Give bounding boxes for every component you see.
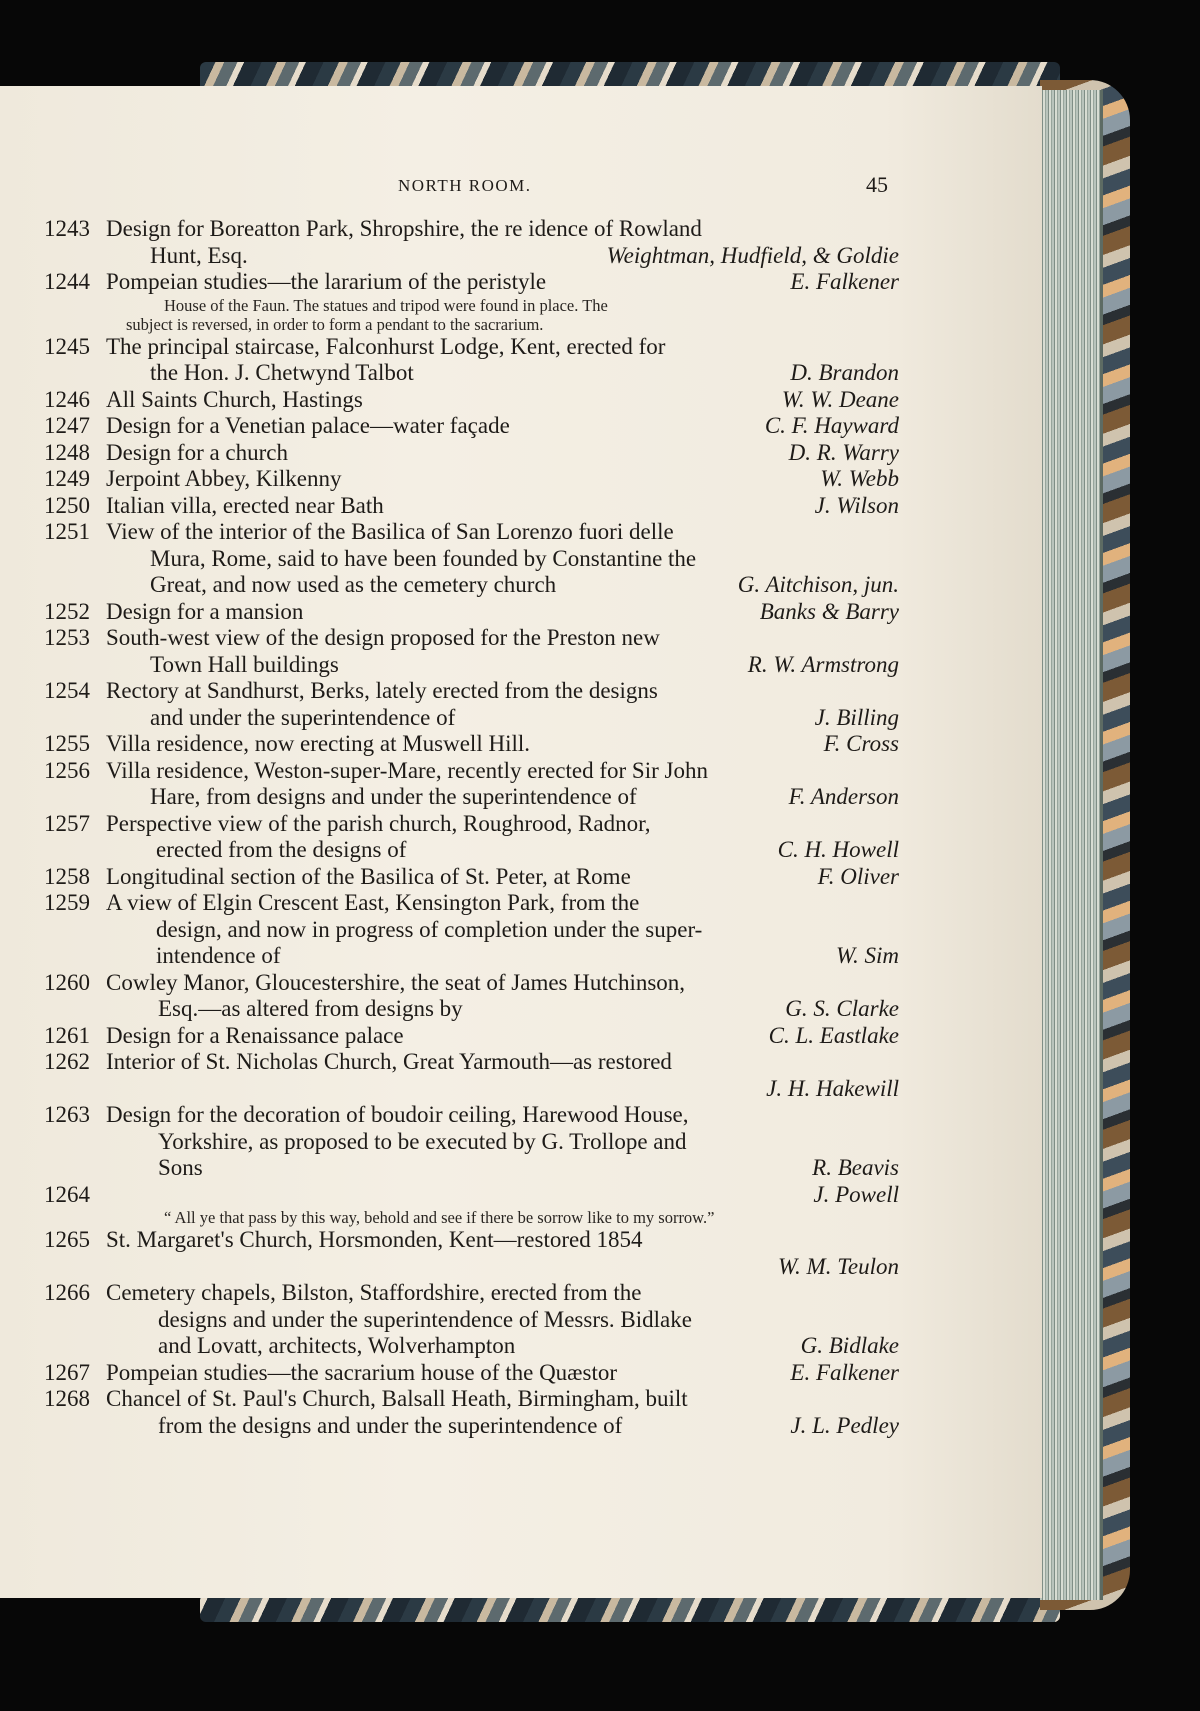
catalogue-entry bbox=[44, 334, 899, 387]
entry-line bbox=[44, 1333, 899, 1360]
entry-text: erected from the designs of bbox=[156, 837, 407, 862]
entry-line bbox=[44, 970, 899, 997]
entry-number: 1260 bbox=[44, 969, 90, 995]
catalogue-entry bbox=[44, 1280, 899, 1360]
entry-line bbox=[44, 1049, 899, 1076]
page-title: NORTH ROOM. bbox=[398, 176, 532, 195]
entry-number: 1261 bbox=[44, 1022, 90, 1048]
entry-text: Hunt, Esq. bbox=[150, 242, 248, 268]
entry-number: 1244 bbox=[44, 269, 90, 294]
entry-line bbox=[44, 1102, 899, 1129]
catalogue-entry bbox=[44, 413, 899, 440]
entry-text: the Hon. J. Chetwynd Talbot bbox=[150, 360, 414, 385]
entry-text: Town Hall buildings bbox=[150, 651, 339, 677]
entry-line bbox=[44, 890, 899, 917]
entry-line bbox=[44, 546, 899, 573]
entry-line bbox=[44, 917, 899, 944]
entry-line bbox=[44, 1227, 899, 1254]
entry-number: 1243 bbox=[44, 216, 90, 241]
page bbox=[0, 86, 1042, 1598]
entry-line bbox=[44, 1386, 899, 1413]
entry-number: 1247 bbox=[44, 413, 90, 438]
catalogue-entry bbox=[44, 625, 899, 678]
catalogue-entry bbox=[44, 864, 899, 891]
entry-number: 1266 bbox=[44, 1280, 90, 1305]
entry-number: 1254 bbox=[44, 678, 90, 703]
artist-name: D. R. Warry bbox=[788, 439, 899, 465]
artist-name: G. Aitchison, jun. bbox=[737, 572, 899, 597]
artist-name: W. W. Deane bbox=[781, 386, 899, 412]
entry-line bbox=[44, 811, 899, 838]
artist-name: R. Beavis bbox=[812, 1155, 899, 1180]
entry-number: 1246 bbox=[44, 386, 90, 412]
catalogue-entry bbox=[44, 1049, 899, 1102]
entry-number: 1253 bbox=[44, 625, 90, 650]
entry-line bbox=[44, 625, 899, 652]
entry-text: Perspective view of the parish church, Roughrood, Radnor, bbox=[106, 810, 651, 836]
artist-name: J. L. Pedley bbox=[790, 1412, 899, 1438]
catalogue-entry bbox=[44, 1360, 899, 1387]
artist-name: Banks & Barry bbox=[759, 598, 899, 624]
artist-name: G. Bidlake bbox=[800, 1333, 899, 1358]
entry-text: Interior of St. Nicholas Church, Great Yarmouth—as restored bbox=[106, 1049, 672, 1074]
artist-name: J. Wilson bbox=[814, 492, 899, 518]
entry-text: Mura, Rome, said to have been founded by Constantine the bbox=[150, 545, 697, 571]
entry-line bbox=[44, 652, 899, 679]
entry-number: 1257 bbox=[44, 810, 90, 836]
entry-text: Cemetery chapels, Bilston, Staffordshire, erected from the bbox=[106, 1280, 642, 1305]
entry-text: Design for a mansion bbox=[106, 598, 304, 624]
entry-number: 1262 bbox=[44, 1049, 90, 1074]
entry-text: All Saints Church, Hastings bbox=[106, 386, 363, 412]
entry-line bbox=[44, 864, 899, 891]
entry-text: Pompeian studies—the lararium of the peristyle bbox=[106, 269, 547, 294]
entry-number: 1245 bbox=[44, 333, 90, 359]
entry-line bbox=[44, 387, 899, 414]
entry-text: South-west view of the design proposed for the Preston new bbox=[106, 625, 660, 650]
entry-text: Italian villa, erected near Bath bbox=[106, 492, 384, 518]
artist-name: C. F. Hayward bbox=[764, 413, 899, 438]
artist-name: C. H. Howell bbox=[777, 837, 899, 862]
entry-text: Chancel of St. Paul's Church, Balsall Heath, Birmingham, built bbox=[106, 1386, 688, 1411]
artist-name: E. Falkener bbox=[790, 269, 899, 294]
entry-number: 1258 bbox=[44, 863, 90, 889]
entry-line bbox=[44, 334, 899, 361]
entry-line bbox=[44, 360, 899, 387]
entry-text: design, and now in progress of completion under the super- bbox=[156, 916, 703, 942]
catalogue-entry bbox=[44, 269, 899, 334]
artist-name: G. S. Clarke bbox=[785, 996, 899, 1021]
entry-line bbox=[44, 1254, 899, 1281]
entry-line bbox=[44, 996, 899, 1023]
artist-name: W. M. Teulon bbox=[778, 1253, 899, 1279]
artist-name: Weightman, Hudfield, & Goldie bbox=[606, 242, 899, 268]
entry-line bbox=[44, 1360, 899, 1387]
entry-line bbox=[44, 705, 899, 732]
entry-text: Villa residence, now erecting at Muswell Hill. bbox=[106, 731, 530, 756]
catalogue-entry bbox=[44, 811, 899, 864]
entry-number: 1268 bbox=[44, 1386, 90, 1411]
entry-text: Cowley Manor, Gloucestershire, the seat of James Hutchinson, bbox=[106, 969, 686, 995]
note-text: “ All ye that pass by this way, behold and see if there be sorrow like to my sorrow.” bbox=[164, 1208, 715, 1227]
artist-name: E. Falkener bbox=[790, 1359, 899, 1385]
entry-number: 1250 bbox=[44, 492, 90, 518]
entry-text: Design for a Venetian palace—water façade bbox=[106, 413, 510, 438]
entry-number: 1249 bbox=[44, 466, 90, 491]
entry-text: and under the superintendence of bbox=[150, 704, 456, 730]
entry-line bbox=[44, 1023, 899, 1050]
entry-line bbox=[44, 1155, 899, 1182]
entry-number: 1265 bbox=[44, 1227, 90, 1252]
entry-text: The principal staircase, Falconhurst Lodge, Kent, erected for bbox=[106, 333, 666, 359]
catalogue-entry bbox=[44, 678, 899, 731]
entry-text: intendence of bbox=[156, 943, 281, 968]
entry-line bbox=[44, 784, 899, 811]
entry-line bbox=[44, 599, 899, 626]
artist-name: J. Billing bbox=[814, 704, 899, 730]
entry-text: Design for a Renaissance palace bbox=[106, 1022, 404, 1048]
entry-text: designs and under the superintendence of Messrs. Bidlake bbox=[158, 1306, 692, 1332]
entry-number: 1264 bbox=[44, 1181, 90, 1207]
entry-text: and Lovatt, architects, Wolverhampton bbox=[158, 1333, 516, 1358]
entry-line bbox=[44, 519, 899, 546]
entry-line bbox=[44, 1280, 899, 1307]
artist-name: W. Webb bbox=[820, 466, 899, 491]
entry-text: Villa residence, Weston-super-Mare, recently erected for Sir John bbox=[106, 757, 708, 783]
catalogue-entry bbox=[44, 1023, 899, 1050]
catalogue-entry bbox=[44, 466, 899, 493]
note-text: House of the Faun. The statues and tripod were found in place. The bbox=[164, 295, 608, 315]
catalogue-entry bbox=[44, 599, 899, 626]
entry-line bbox=[44, 216, 899, 243]
artist-name: F. Oliver bbox=[817, 863, 899, 889]
artist-name: D. Brandon bbox=[790, 360, 899, 385]
entry-text: St. Margaret's Church, Horsmonden, Kent—restored 1854 bbox=[106, 1227, 643, 1252]
page-number: 45 bbox=[866, 172, 888, 197]
entry-number: 1251 bbox=[44, 519, 90, 544]
catalogue-entry bbox=[44, 1386, 899, 1439]
catalogue-entry bbox=[44, 1227, 899, 1280]
entry-line bbox=[44, 413, 899, 440]
artist-name: F. Cross bbox=[823, 731, 899, 756]
catalogue-entry bbox=[44, 493, 899, 520]
catalogue-entry bbox=[44, 731, 899, 758]
artist-name: W. Sim bbox=[835, 943, 899, 968]
entry-number: 1263 bbox=[44, 1102, 90, 1127]
entry-text: Pompeian studies—the sacrarium house of the Quæstor bbox=[106, 1359, 618, 1385]
entry-line bbox=[44, 1129, 899, 1156]
entry-text: from the designs and under the superintendence of bbox=[158, 1412, 623, 1438]
artist-name: F. Anderson bbox=[788, 784, 899, 809]
entry-line bbox=[44, 466, 899, 493]
artist-name: J. H. Hakewill bbox=[766, 1075, 899, 1101]
entry-line bbox=[44, 572, 899, 599]
entry-line bbox=[44, 1076, 899, 1103]
catalogue-entry bbox=[44, 890, 899, 970]
entry-text: Esq.—as altered from designs by bbox=[158, 996, 463, 1021]
entry-number: 1259 bbox=[44, 890, 90, 915]
entry-text: Hare, from designs and under the superintendence of bbox=[150, 784, 637, 809]
page-edges bbox=[1040, 90, 1103, 1600]
entry-line bbox=[44, 1307, 899, 1334]
entry-number: 1248 bbox=[44, 439, 90, 465]
entry-text: Rectory at Sandhurst, Berks, lately erected from the designs bbox=[106, 678, 658, 703]
entry-line bbox=[44, 1413, 899, 1440]
entry-line bbox=[44, 493, 899, 520]
note-text: subject is reversed, in order to form a pendant to the sacrarium. bbox=[126, 314, 544, 334]
entry-line bbox=[44, 943, 899, 970]
entry-number: 1252 bbox=[44, 598, 90, 624]
entry-text: Jerpoint Abbey, Kilkenny bbox=[106, 466, 342, 491]
entry-number: 1255 bbox=[44, 731, 90, 756]
entry-note bbox=[44, 315, 899, 334]
entry-text: A view of Elgin Crescent East, Kensington Park, from the bbox=[106, 890, 640, 915]
entry-line bbox=[44, 731, 899, 758]
catalogue-entry bbox=[44, 387, 899, 414]
entry-number: 1256 bbox=[44, 757, 90, 783]
catalogue-entry bbox=[44, 1182, 899, 1228]
catalogue-entry bbox=[44, 519, 899, 599]
entry-note bbox=[44, 296, 899, 315]
entry-text: Sons bbox=[158, 1155, 203, 1180]
entry-note bbox=[44, 1208, 899, 1227]
catalogue-list bbox=[44, 216, 899, 1439]
catalogue-entry bbox=[44, 758, 899, 811]
entry-line bbox=[44, 837, 899, 864]
entry-text: Longitudinal section of the Basilica of St. Peter, at Rome bbox=[106, 863, 631, 889]
catalogue-entry bbox=[44, 440, 899, 467]
entry-line bbox=[44, 269, 899, 296]
artist-name: J. Powell bbox=[813, 1181, 899, 1207]
entry-text: Yorkshire, as proposed to be executed by G. Trollope and bbox=[158, 1128, 687, 1154]
entry-line bbox=[44, 758, 899, 785]
entry-number: 1267 bbox=[44, 1359, 90, 1385]
entry-text: View of the interior of the Basilica of San Lorenzo fuori delle bbox=[106, 519, 674, 544]
entry-line bbox=[44, 440, 899, 467]
artist-name: R. W. Armstrong bbox=[747, 651, 899, 677]
entry-text: Design for Boreatton Park, Shropshire, the re idence of Rowland bbox=[106, 216, 702, 241]
entry-line bbox=[44, 678, 899, 705]
catalogue-entry bbox=[44, 1102, 899, 1182]
catalogue-entry bbox=[44, 216, 899, 269]
entry-line bbox=[44, 1182, 899, 1209]
artist-name: C. L. Eastlake bbox=[768, 1022, 899, 1048]
entry-text: Great, and now used as the cemetery church bbox=[150, 572, 557, 597]
entry-text: Design for a church bbox=[106, 439, 289, 465]
entry-line bbox=[44, 243, 899, 270]
catalogue-entry bbox=[44, 970, 899, 1023]
running-head bbox=[0, 172, 1042, 206]
entry-text: Design for the decoration of boudoir ceiling, Harewood House, bbox=[106, 1102, 689, 1127]
